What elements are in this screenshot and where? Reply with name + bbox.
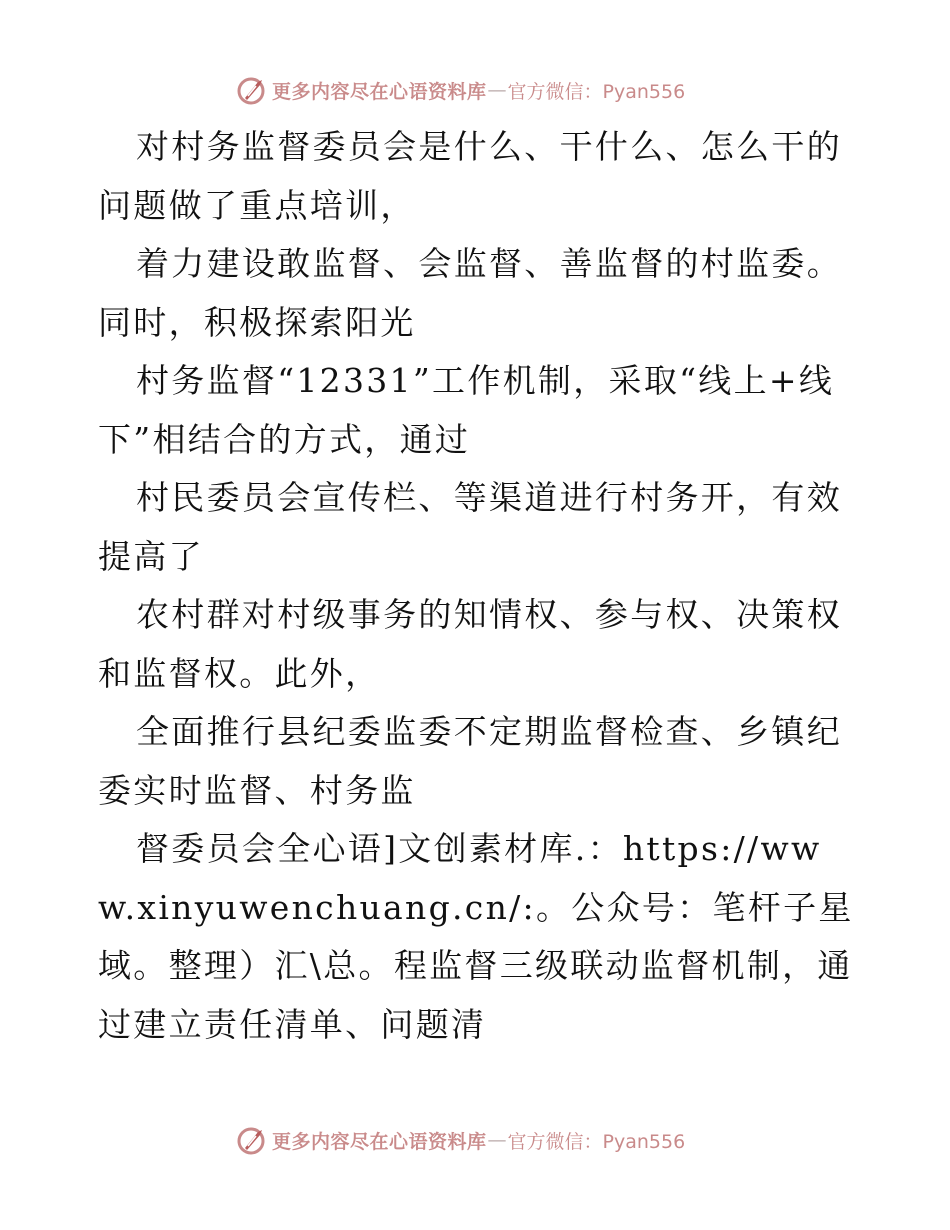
paragraph: 着力建设敢监督、会监督、善监督的村监委。同时，积极探索阳光 xyxy=(98,244,842,342)
paragraph: 全面推行县纪委监委不定期监督检查、乡镇纪委实时监督、村务监 xyxy=(98,712,842,810)
footer-brand-text: 更多内容尽在心语资料库 xyxy=(272,1130,487,1153)
paragraph: 督委员会全心语]文创素材库.：https://www.xinyuwenchuang.cn/:。公众号：笔杆子星域。整理）汇\总。程监督三级联动监督机制，通过建立责任清单、问题清 xyxy=(98,829,854,1044)
header-separator: — xyxy=(487,79,507,101)
quill-pen-logo-icon xyxy=(236,74,268,106)
footer-separator: — xyxy=(487,1129,507,1151)
header-wechat-text: 官方微信：Pyan556 xyxy=(507,80,686,103)
quill-pen-logo-icon xyxy=(236,1124,268,1156)
footer-banner xyxy=(236,1122,716,1158)
footer-wechat-text: 官方微信：Pyan556 xyxy=(507,1130,686,1153)
document-body xyxy=(98,118,858,1054)
header-brand-text: 更多内容尽在心语资料库 xyxy=(272,80,487,103)
paragraph: 村务监督“12331”工作机制，采取“线上+线下”相结合的方式，通过 xyxy=(98,361,835,459)
paragraph: 对村务监督委员会是什么、干什么、怎么干的问题做了重点培训， xyxy=(98,127,842,225)
paragraph: 村民委员会宣传栏、等渠道进行村务开，有效提高了 xyxy=(98,478,842,576)
paragraph: 农村群对村级事务的知情权、参与权、决策权和监督权。此外， xyxy=(98,595,842,693)
header-banner xyxy=(236,72,716,108)
